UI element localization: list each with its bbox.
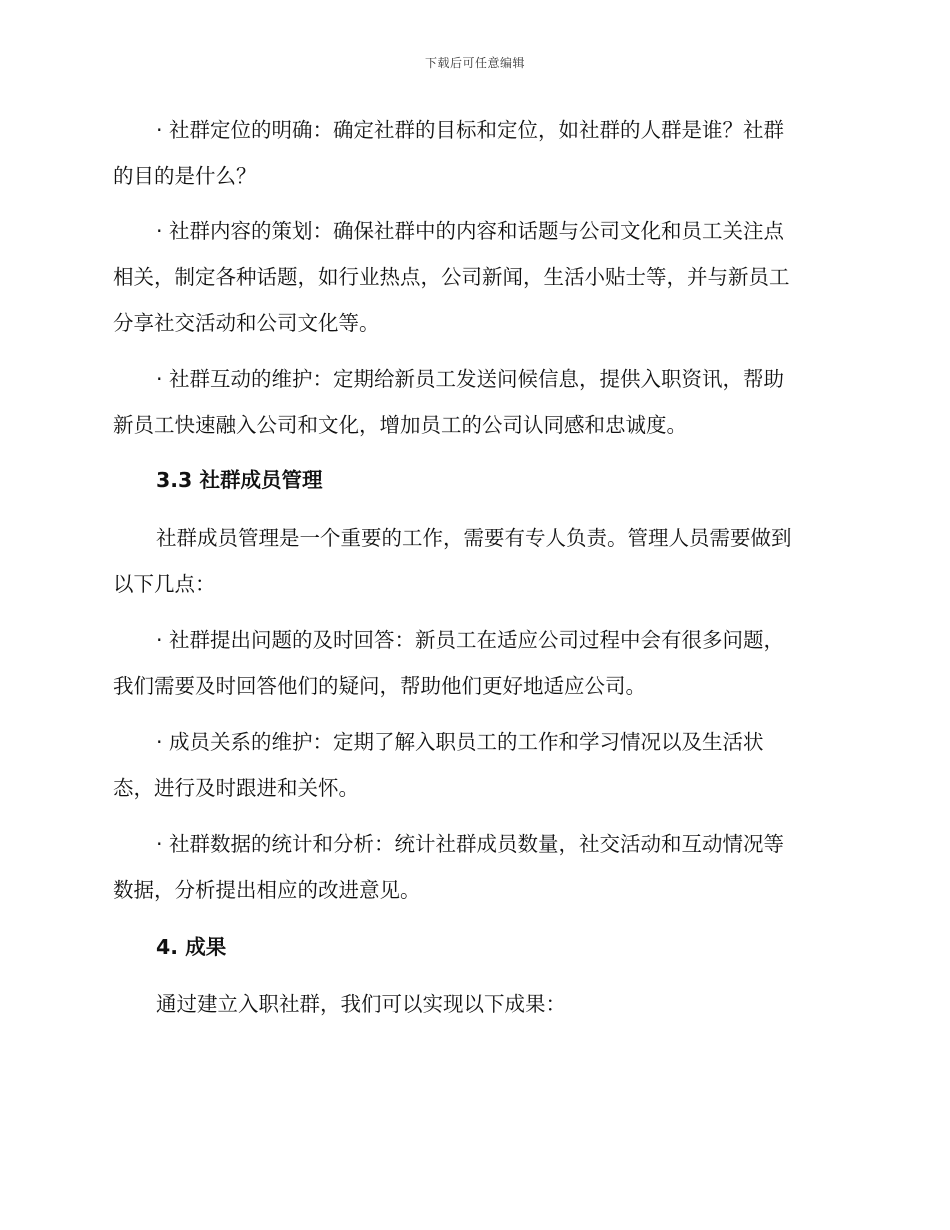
paragraph-outcomes-intro (113, 981, 833, 1027)
paragraph-line: 我们需要及时回答他们的疑问，帮助他们更好地适应公司。 (113, 674, 646, 698)
paragraph-line: 以下几点： (113, 572, 216, 596)
paragraph-line: 态，进行及时跟进和关怀。 (113, 776, 359, 800)
paragraph-line: 新员工快速融入公司和文化，增加员工的公司认同感和忠诚度。 (113, 413, 687, 437)
paragraph-line: 通过建立入职社群，我们可以实现以下成果： (156, 992, 566, 1016)
bullet-paragraph-content-planning (113, 208, 833, 346)
paragraph-line: · 成员关系的维护：定期了解入职员工的工作和学习情况以及生活状 (156, 730, 764, 754)
paragraph-line: · 社群互动的维护：定期给新员工发送问候信息，提供入职资讯，帮助 (156, 367, 785, 391)
paragraph-line: 数据，分析提出相应的改进意见。 (113, 878, 421, 902)
paragraph-line: 分享社交活动和公司文化等。 (113, 311, 380, 335)
section-heading-4: 4. 成果 (156, 935, 227, 959)
paragraph-line: 社群成员管理是一个重要的工作，需要有专人负责。管理人员需要做到 (156, 526, 792, 550)
paragraph-line: 相关，制定各种话题，如行业热点，公司新闻，生活小贴士等，并与新员工 (113, 265, 790, 289)
section-heading-3-3: 3.3 社群成员管理 (156, 468, 323, 492)
paragraph-member-management (113, 515, 833, 607)
paragraph-line: · 社群定位的明确：确定社群的目标和定位，如社群的人群是谁？社群 (156, 118, 785, 142)
bullet-paragraph-data-analysis (113, 821, 833, 913)
bullet-paragraph-interaction (113, 356, 833, 448)
paragraph-line: 的目的是什么？ (113, 164, 257, 188)
bullet-paragraph-answering (113, 617, 833, 709)
page-header: 下载后可任意编辑 (424, 56, 525, 70)
paragraph-line: · 社群提出问题的及时回答：新员工在适应公司过程中会有很多问题， (156, 628, 785, 652)
paragraph-line: · 社群数据的统计和分析：统计社群成员数量，社交活动和互动情况等 (156, 832, 785, 856)
paragraph-line: · 社群内容的策划：确保社群中的内容和话题与公司文化和员工关注点 (156, 219, 785, 243)
bullet-paragraph-positioning (113, 107, 833, 199)
bullet-paragraph-relations (113, 719, 833, 811)
